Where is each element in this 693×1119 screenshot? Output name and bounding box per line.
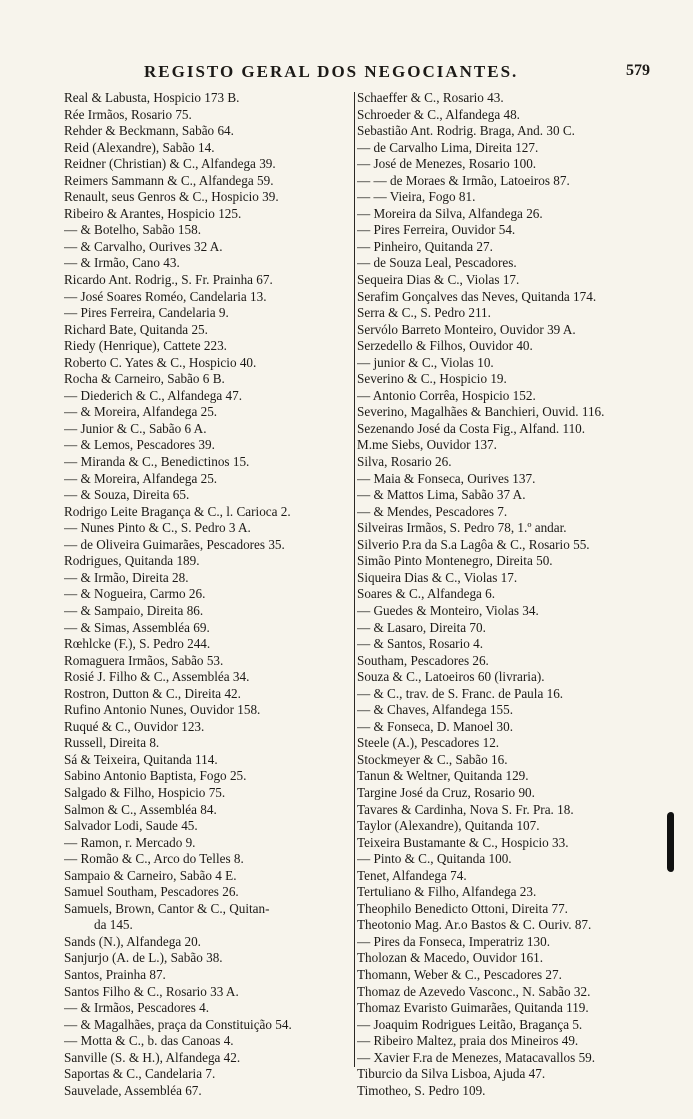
directory-entry: Siqueira Dias & C., Violas 17. (357, 569, 518, 585)
directory-entry: — & C., trav. de S. Franc. de Paula 16. (357, 685, 564, 701)
directory-entry: Ribeiro & Arantes, Hospicio 125. (64, 205, 242, 221)
directory-entry: — & Magalhães, praça da Constituição 54. (64, 1016, 292, 1032)
directory-entry: — & Nogueira, Carmo 26. (64, 586, 206, 602)
directory-entry: Sabino Antonio Baptista, Fogo 25. (64, 768, 247, 784)
directory-entry: — & Moreira, Alfandega 25. (64, 404, 218, 420)
directory-entry: — Pires Ferreira, Candelaria 9. (64, 305, 229, 321)
directory-entry: Sauvelade, Assembléa 67. (64, 1082, 202, 1098)
directory-entry: Richard Bate, Quitanda 25. (64, 321, 208, 337)
directory-entry: Real & Labusta, Hospicio 173 B. (64, 90, 240, 105)
directory-entry: — & Simas, Assembléa 69. (64, 619, 210, 635)
directory-entry: Sebastião Ant. Rodrig. Braga, And. 30 C. (357, 123, 575, 139)
directory-entry: — & Souza, Direita 65. (64, 487, 190, 503)
directory-entry: — Xavier F.ra de Menezes, Matacavallos 59. (357, 1049, 596, 1065)
directory-entry: — & Irmão, Cano 43. (64, 255, 180, 271)
directory-entry: Serra & C., S. Pedro 211. (357, 305, 491, 321)
directory-entry: — Junior & C., Sabão 6 A. (64, 420, 207, 436)
directory-entry: — & Mendes, Pescadores 7. (357, 503, 508, 519)
directory-entry: Rodrigo Leite Bragança & C., l. Carioca 2. (64, 503, 291, 519)
directory-entry: Salvador Lodi, Saude 45. (64, 818, 198, 834)
directory-entry: Soares & C., Alfandega 6. (357, 586, 496, 602)
directory-entry: Sequeira Dias & C., Violas 17. (357, 272, 520, 288)
directory-entry: — & Irmãos, Pescadores 4. (64, 1000, 210, 1016)
directory-entry: Reid (Alexandre), Sabão 14. (64, 139, 215, 155)
directory-entry: da 145. (94, 917, 133, 933)
directory-entry: Theophilo Benedicto Ottoni, Direita 77. (357, 900, 568, 916)
page-number: 579 (626, 62, 650, 79)
directory-entry: Silverio P.ra da S.a Lagôa & C., Rosario 55. (357, 536, 590, 552)
directory-entry: — José Soares Roméo, Candelaria 13. (64, 288, 267, 304)
directory-entry: Ricardo Ant. Rodrig., S. Fr. Prainha 67. (64, 272, 273, 288)
directory-entry: — Joaquim Rodrigues Leitão, Bragança 5. (357, 1016, 583, 1032)
directory-entry: Tavares & Cardinha, Nova S. Fr. Pra. 18. (357, 801, 574, 817)
directory-entry: — & Sampaio, Direita 86. (64, 602, 204, 618)
directory-entry: Schroeder & C., Alfandega 48. (357, 106, 520, 122)
directory-entry: Rée Irmãos, Rosario 75. (64, 106, 192, 122)
directory-entry: Samuels, Brown, Cantor & C., Quitan- (64, 900, 270, 916)
directory-entry: Tholozan & Macedo, Ouvidor 161. (357, 950, 544, 966)
directory-entry: Reimers Sammann & C., Alfandega 59. (64, 172, 274, 188)
directory-entry: — Pires da Fonseca, Imperatriz 130. (357, 933, 550, 949)
directory-entry: Reidner (Christian) & C., Alfandega 39. (64, 156, 276, 172)
directory-entry: Santos, Prainha 87. (64, 966, 166, 982)
directory-entry: Rosié J. Filho & C., Assembléa 34. (64, 669, 250, 685)
directory-entry: Thomaz Evaristo Guimarães, Quitanda 119. (357, 1000, 589, 1016)
running-title: REGISTO GERAL DOS NEGOCIANTES. (144, 62, 519, 81)
directory-entry: Taylor (Alexandre), Quitanda 107. (357, 818, 540, 834)
directory-entry: Servólo Barreto Monteiro, Ouvidor 39 A. (357, 321, 576, 337)
directory-entry: Santos Filho & C., Rosario 33 A. (64, 983, 239, 999)
directory-entry: — Miranda & C., Benedictinos 15. (64, 454, 250, 470)
directory-entry: Rocha & Carneiro, Sabão 6 B. (64, 371, 225, 387)
directory-entry: Serafim Gonçalves das Neves, Quitanda 174. (357, 288, 597, 304)
directory-entry: — & Carvalho, Ourives 32 A. (64, 238, 223, 254)
directory-entry: Salmon & C., Assembléa 84. (64, 801, 217, 817)
directory-entry: — Diederich & C., Alfandega 47. (64, 387, 242, 403)
directory-entry: Rodrigues, Quitanda 189. (64, 553, 200, 569)
directory-entry: Rœhlcke (F.), S. Pedro 244. (64, 636, 211, 652)
directory-entry: Silveiras Irmãos, S. Pedro 78, 1.º andar. (357, 520, 567, 536)
directory-entry: Thomaz de Azevedo Vasconc., N. Sabão 32. (357, 983, 591, 999)
directory-entry: — & Lemos, Pescadores 39. (64, 437, 215, 453)
directory-entry: Sampaio & Carneiro, Sabão 4 E. (64, 867, 237, 883)
directory-entry: — Maia & Fonseca, Ourives 137. (357, 470, 536, 486)
directory-entry: — & Mattos Lima, Sabão 37 A. (357, 487, 526, 503)
directory-entry: — Guedes & Monteiro, Violas 34. (357, 602, 539, 618)
directory-entry: — Romão & C., Arco do Telles 8. (64, 851, 244, 867)
directory-entry: Serzedello & Filhos, Ouvidor 40. (357, 338, 533, 354)
directory-entry: Tenet, Alfandega 74. (357, 867, 467, 883)
directory-entry: — junior & C., Violas 10. (357, 354, 494, 370)
directory-entry: Tanun & Weltner, Quitanda 129. (357, 768, 529, 784)
directory-entry: Sanjurjo (A. de L.), Sabão 38. (64, 950, 223, 966)
directory-entry: — de Souza Leal, Pescadores. (357, 255, 517, 271)
directory-entry: — & Fonseca, D. Manoel 30. (357, 718, 514, 734)
directory-entry: — Pinto & C., Quitanda 100. (357, 851, 512, 867)
directory-entry: — Ribeiro Maltez, praia dos Mineiros 49. (357, 1033, 579, 1049)
directory-entry: Stockmeyer & C., Sabão 16. (357, 751, 508, 767)
column-divider (354, 92, 355, 1067)
directory-entry: — — Vieira, Fogo 81. (357, 189, 476, 205)
left-column (64, 90, 354, 1099)
directory-entry: Rufino Antonio Nunes, Ouvidor 158. (64, 702, 261, 718)
directory-entry: Russell, Direita 8. (64, 735, 160, 751)
directory-entry: Samuel Southam, Pescadores 26. (64, 884, 239, 900)
directory-entry: Saportas & C., Candelaria 7. (64, 1066, 216, 1082)
directory-entry: Theotonio Mag. Ar.o Bastos & C. Ouriv. 87. (357, 917, 592, 933)
directory-entry: Tertuliano & Filho, Alfandega 23. (357, 884, 537, 900)
directory-entry: Simão Pinto Montenegro, Direita 50. (357, 553, 553, 569)
directory-entry: Severino, Magalhães & Banchieri, Ouvid. 116. (357, 404, 605, 420)
directory-entry: Sá & Teixeira, Quitanda 114. (64, 751, 218, 767)
directory-entry: — — de Moraes & Irmão, Latoeiros 87. (357, 172, 570, 188)
directory-entry: Souza & C., Latoeiros 60 (livraria). (357, 669, 545, 685)
directory-entry: Schaeffer & C., Rosario 43. (357, 90, 504, 105)
directory-entry: Rehder & Beckmann, Sabão 64. (64, 123, 234, 139)
directory-entry: — Ramon, r. Mercado 9. (64, 834, 196, 850)
directory-entry: — Antonio Corrêa, Hospicio 152. (357, 387, 536, 403)
directory-entry: Silva, Rosario 26. (357, 454, 452, 470)
directory-entry: — & Chaves, Alfandega 155. (357, 702, 514, 718)
directory-entry: — de Carvalho Lima, Direita 127. (357, 139, 539, 155)
directory-entry: Sands (N.), Alfandega 20. (64, 933, 201, 949)
directory-entry: — Nunes Pinto & C., S. Pedro 3 A. (64, 520, 251, 536)
directory-entry: Rostron, Dutton & C., Direita 42. (64, 685, 241, 701)
directory-entry: — & Santos, Rosario 4. (357, 636, 484, 652)
directory-entry: Teixeira Bustamante & C., Hospicio 33. (357, 834, 569, 850)
directory-entry: Roberto C. Yates & C., Hospicio 40. (64, 354, 257, 370)
directory-entry: Salgado & Filho, Hospicio 75. (64, 784, 226, 800)
right-column (357, 90, 657, 1099)
ink-blot (667, 812, 674, 872)
directory-entry: — de Oliveira Guimarães, Pescadores 35. (64, 536, 285, 552)
directory-entry: Romaguera Irmãos, Sabão 53. (64, 652, 224, 668)
directory-entry: Riedy (Henrique), Cattete 223. (64, 338, 227, 354)
directory-entry: M.me Siebs, Ouvidor 137. (357, 437, 497, 453)
directory-entry: Targine José da Cruz, Rosario 90. (357, 784, 535, 800)
directory-entry: — & Irmão, Direita 28. (64, 569, 189, 585)
page-header (64, 62, 664, 86)
directory-entry: Timotheo, S. Pedro 109. (357, 1082, 486, 1098)
directory-entry: — José de Menezes, Rosario 100. (357, 156, 537, 172)
directory-entry: — Pinheiro, Quitanda 27. (357, 238, 493, 254)
directory-entry: — Moreira da Silva, Alfandega 26. (357, 205, 543, 221)
directory-entry: Thomann, Weber & C., Pescadores 27. (357, 966, 562, 982)
directory-entry: Sezenando José da Costa Fig., Alfand. 110. (357, 420, 586, 436)
directory-entry: — & Lasaro, Direita 70. (357, 619, 486, 635)
directory-entry: Sanville (S. & H.), Alfandega 42. (64, 1049, 241, 1065)
directory-entry: Southam, Pescadores 26. (357, 652, 489, 668)
directory-entry: Renault, seus Genros & C., Hospicio 39. (64, 189, 279, 205)
directory-entry: — & Moreira, Alfandega 25. (64, 470, 218, 486)
directory-entry: — Motta & C., b. das Canoas 4. (64, 1033, 234, 1049)
directory-entry: — & Botelho, Sabão 158. (64, 222, 201, 238)
directory-entry: Tiburcio da Silva Lisboa, Ajuda 47. (357, 1066, 546, 1082)
directory-entry: Severino & C., Hospicio 19. (357, 371, 507, 387)
directory-entry: Steele (A.), Pescadores 12. (357, 735, 500, 751)
directory-entry: — Pires Ferreira, Ouvidor 54. (357, 222, 516, 238)
directory-entry: Ruqué & C., Ouvidor 123. (64, 718, 205, 734)
